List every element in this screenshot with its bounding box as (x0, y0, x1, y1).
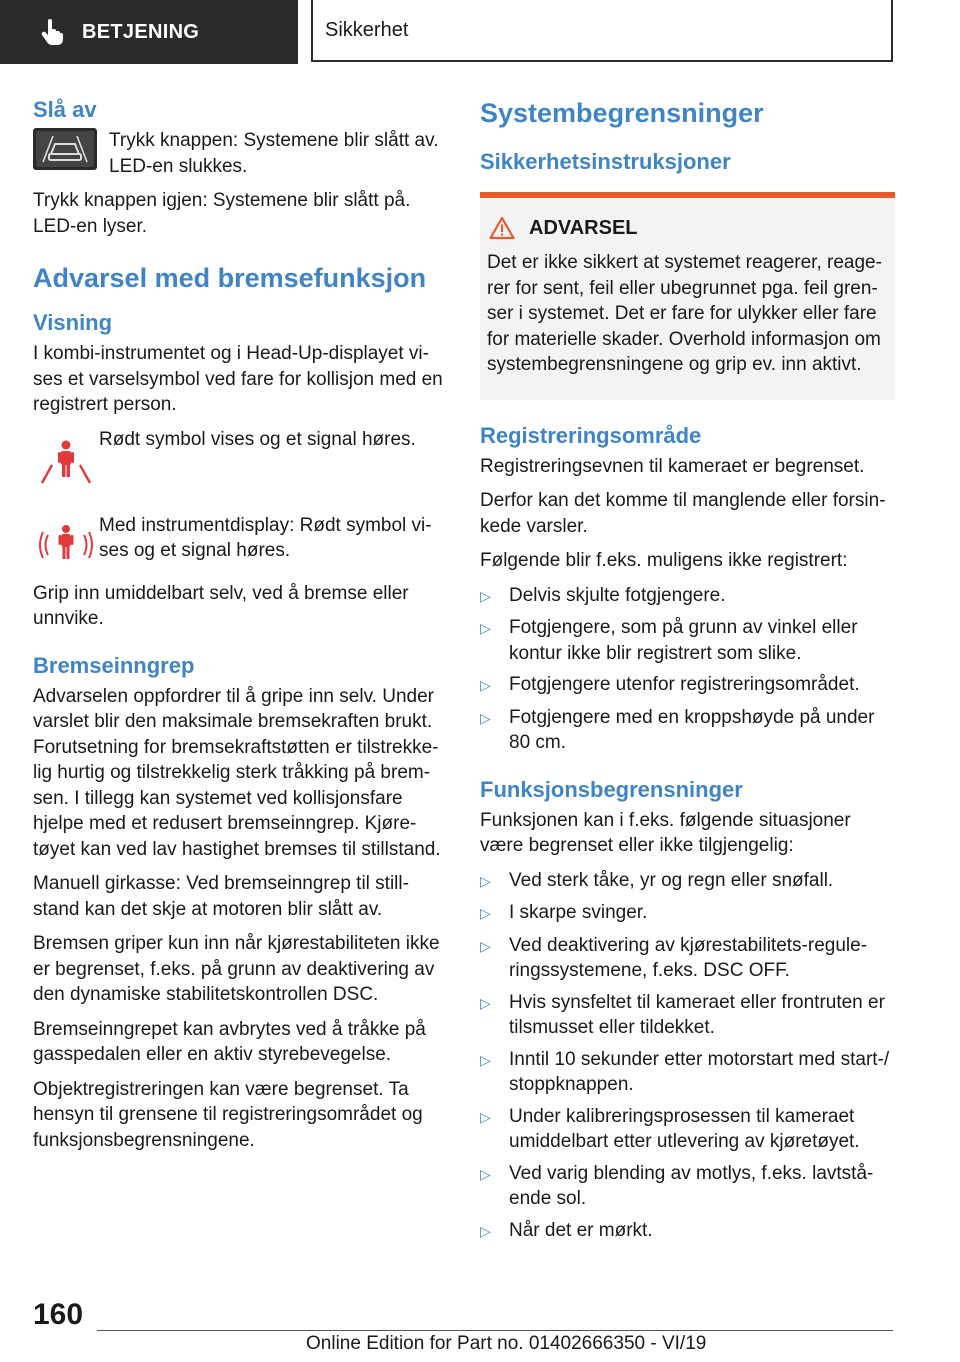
triangle-bullet-icon: ▷ (480, 620, 491, 636)
triangle-bullet-icon: ▷ (480, 709, 491, 726)
warning-title-text: ADVARSEL (529, 216, 638, 239)
list-item: ▷ Fotgjengere med en kroppshøyde på under 80 cm. (480, 705, 895, 756)
heading-bremseinngrep: Bremseinngrep (33, 652, 195, 678)
paragraph: Funksjonen kan i f.eks. følgende situasjoner være begrenset eller ikke tilgjengelig: (480, 809, 851, 856)
heading-funksjonsbegrensninger: Funksjonsbegrensninger (480, 776, 743, 802)
list-item: ▷ Inntil 10 sekunder etter motorstart med start-/ stoppknappen. (480, 1047, 895, 1098)
section-label: Sikkerhet (325, 18, 409, 41)
funksjon-list (480, 868, 895, 1245)
paragraph: Grip inn umiddelbart selv, ved å bremse eller unnvike. (33, 582, 409, 629)
footer-divider (97, 1330, 893, 1331)
edition-text: Online Edition for Part no. 01402666350 - VI/19 (306, 1333, 707, 1354)
button-instruction (33, 128, 443, 179)
triangle-bullet-icon: ▷ (480, 587, 491, 604)
paragraph: Manuell girkasse: Ved bremseinngrep til stillstand kan det skje at motoren blir slått av. (33, 873, 409, 920)
heading-advarsel: Advarsel med bremsefunksjon (33, 263, 427, 293)
paragraph: Trykk knappen igjen: Systemene blir slått på. LED-en lyser. (33, 190, 411, 237)
chapter-tab[interactable] (0, 0, 298, 64)
collision-warning-button-icon (33, 128, 97, 170)
list-item: ▷ Ved varig blending av motlys, f.eks. lavtstående sol. (480, 1161, 895, 1212)
symbol-row-1 (33, 427, 443, 487)
right-column (480, 96, 895, 1250)
triangle-bullet-icon: ▷ (480, 994, 491, 1011)
chapter-label: BETJENING (82, 20, 200, 43)
list-item: ▷ Under kalibreringsprosessen til kameraet umiddelbart etter utlevering av kjøretøyet. (480, 1104, 895, 1155)
triangle-bullet-icon: ▷ (480, 1165, 491, 1182)
paragraph: Advarselen oppfordrer til å gripe inn selv. Under varslet blir den maksimale bremsekraften brukt. Forutsetning for bremsekraftstøtten er tilstrekkelig hurtig og tilstrekkelig sterk tråkking på bremsen. I tillegg kan systemet ved kollisjonsfare hjelpe med et redusert bremseinngrep. Kjøretøyet kan ved lav hastighet bremses til stillstand. (33, 685, 441, 860)
list-item: ▷ Delvis skjulte fotgjengere. (480, 583, 895, 610)
triangle-bullet-icon: ▷ (480, 677, 491, 693)
list-item: ▷ Fotgjengere, som på grunn av vinkel eller kontur ikke blir registrert som slike. (480, 615, 895, 666)
registrering-list (480, 583, 895, 756)
heading-slaa-av: Slå av (33, 97, 97, 122)
pedestrian-warning-icon (38, 437, 94, 487)
paragraph: I kombi-instrumentet og i Head-Up-displayet vises et varselsymbol ved fare for kollisjon med en registrert person. (33, 343, 443, 415)
warning-triangle-icon (489, 216, 515, 240)
paragraph: Følgende blir f.eks. muligens ikke registrert: (480, 550, 848, 571)
heading-registreringsomraade: Registreringsområde (480, 422, 702, 448)
paragraph: Bremsen griper kun inn når kjørestabiliteten ikke er begrenset, f.eks. på grunn av deaktivering av den dynamiske stabilitetskontrollen DSC. (33, 933, 440, 1005)
list-item: ▷ I skarpe svinger. (480, 900, 895, 927)
warning-text: Det er ikke sikkert at systemet reagerer, reagerer for sent, feil eller ubegrunnet pga. feil grenser i systemet. Det er fare for ulykker eller fare for materielle skader. Overhold informasjon om systembegrensningene og grip ev. inn aktivt. (487, 252, 882, 375)
triangle-bullet-icon: ▷ (480, 872, 491, 889)
list-item: ▷ Hvis synsfeltet til kameraet eller frontruten er tilsmusset eller tildekket. (480, 990, 895, 1041)
pedestrian-signal-icon (36, 523, 96, 567)
paragraph: Derfor kan det komme til manglende eller forsinkede varsler. (480, 490, 886, 537)
symbol-row-2 (33, 513, 443, 567)
symbol-row-1-text: Rødt symbol vises og et signal høres. (99, 428, 416, 450)
page-header (0, 0, 960, 66)
triangle-bullet-icon: ▷ (480, 1108, 491, 1125)
paragraph: Bremseinngrepet kan avbrytes ved å tråkke på gasspedalen eller en aktiv styrebevegelse. (33, 1018, 426, 1065)
hand-pointer-icon (40, 19, 64, 45)
paragraph: Registreringsevnen til kameraet er begrenset. (480, 455, 865, 477)
triangle-bullet-icon: ▷ (480, 937, 491, 954)
list-item: ▷ Ved sterk tåke, yr og regn eller snøfall. (480, 868, 895, 895)
list-item: ▷ Når det er mørkt. (480, 1218, 895, 1245)
paragraph: Objektregistreringen kan være begrenset. Ta hensyn til grensene til registreringsområdet og funksjonsbegrensningene. (33, 1078, 423, 1151)
heading-visning: Visning (33, 310, 113, 335)
triangle-bullet-icon: ▷ (480, 1051, 491, 1068)
warning-box (480, 192, 895, 400)
left-column (33, 96, 443, 1162)
list-item: ▷ Fotgjengere utenfor registreringsområdet. (480, 672, 895, 699)
warning-title (487, 216, 888, 240)
page-number: 160 (33, 1298, 84, 1331)
heading-sikkerhetsinstruksjoner: Sikkerhetsinstruksjoner (480, 149, 731, 174)
heading-systembegrensninger: Systembegrensninger (480, 98, 764, 128)
list-item: ▷ Ved deaktivering av kjørestabilitets-reguleringssystemene, f.eks. DSC OFF. (480, 933, 895, 984)
triangle-bullet-icon: ▷ (480, 905, 491, 921)
triangle-bullet-icon: ▷ (480, 1222, 491, 1239)
button-instruction-text: Trykk knappen: Systemene blir slått av. LED-en slukkes. (109, 130, 439, 177)
section-tab (311, 0, 893, 62)
symbol-row-2-text: Med instrumentdisplay: Rødt symbol vises og et signal høres. (99, 514, 432, 561)
